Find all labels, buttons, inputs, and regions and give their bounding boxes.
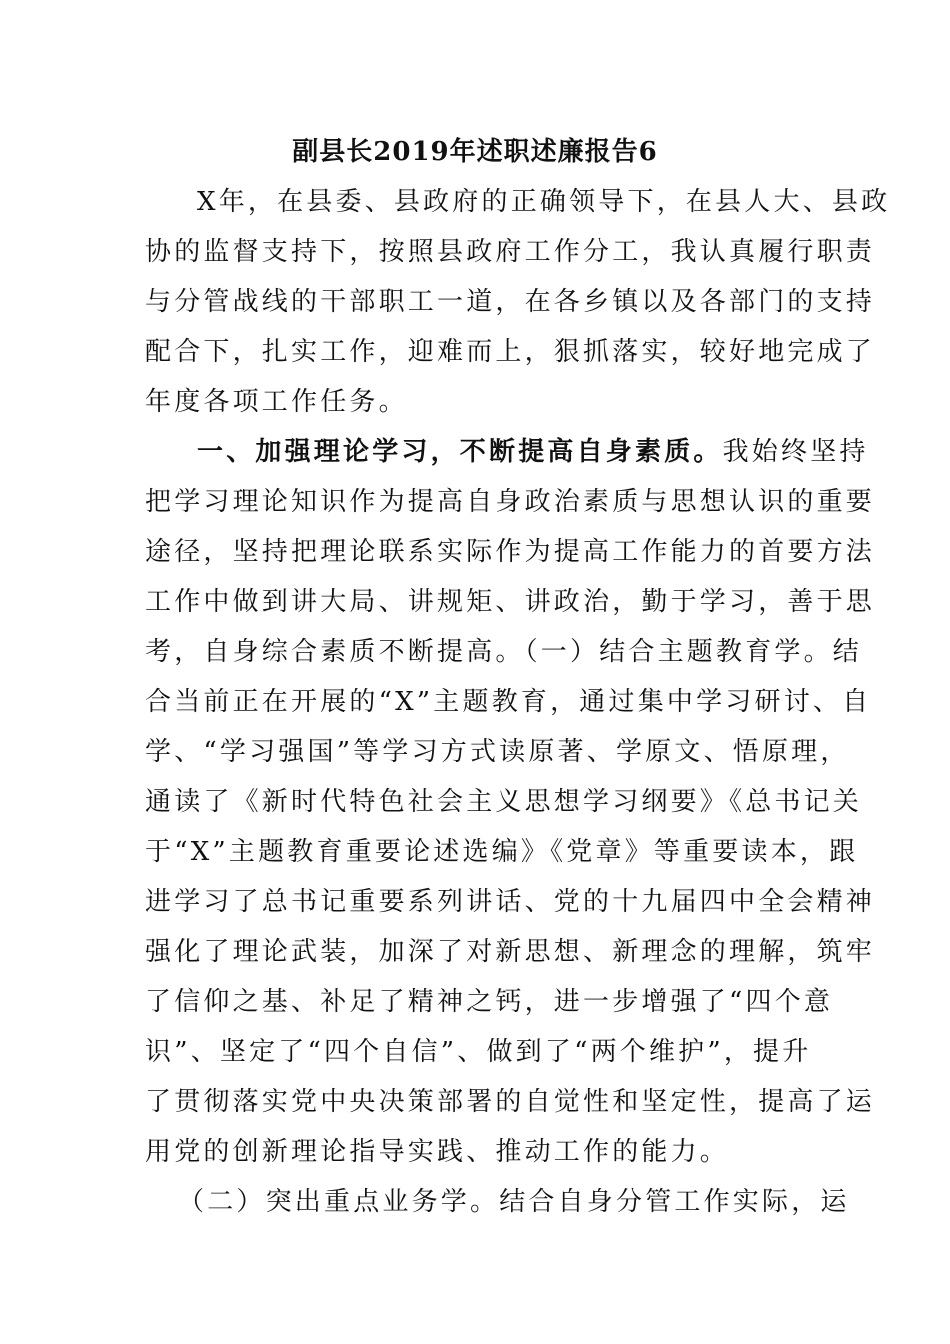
paragraph-line: 识”、坚定了“四个自信”、做到了“两个维护”，提升 [145,1037,812,1067]
section-heading: 一、加强理论学习，不断提高自身素质。 [197,437,723,467]
paragraph-line: 进学习了总书记重要系列讲话、党的十九届四中全会精神 [145,887,876,917]
section-heading-line [197,434,869,470]
paragraph-line: （二）突出重点业务学。结合自身分管工作实际，运 [178,1187,850,1217]
paragraph-line: 考，自身综合素质不断提高。（一）结合主题教育学。结 [145,637,863,667]
paragraph-line: 协的监督支持下，按照县政府工作分工，我认真履行职责 [145,237,876,267]
paragraph-line: 与分管战线的干部职工一道，在各乡镇以及各部门的支持 [145,287,876,317]
paragraph-line: 了信仰之基、补足了精神之钙，进一步增强了“四个意 [145,987,834,1017]
paragraph-line: 工作中做到讲大局、讲规矩、讲政治，勤于学习，善于思 [145,587,876,617]
paragraph-line: 把学习理论知识作为提高自身政治素质与思想认识的重要 [145,487,876,517]
paragraph-line: X年，在县委、县政府的正确领导下，在县人大、县政 [197,187,891,217]
paragraph-line: 强化了理论武装，加深了对新思想、新理念的理解，筑牢 [145,937,876,967]
section-heading-rest: 我始终坚持 [722,437,869,467]
paragraph-line: 通读了《新时代特色社会主义思想学习纲要》《总书记关 [145,787,863,817]
paragraph-line: 了贯彻落实党中央决策部署的自觉性和坚定性，提高了运 [145,1087,876,1117]
paragraph-line: 途径，坚持把理论联系实际作为提高工作能力的首要方法 [145,537,876,567]
paragraph-line: 学、“学习强国”等学习方式读原著、学原文、悟原理， [145,737,850,767]
paragraph-line: 合当前正在开展的“X”主题教育，通过集中学习研讨、自 [145,687,872,717]
paragraph-line: 配合下，扎实工作，迎难而上，狠抓落实，较好地完成了 [145,337,876,367]
paragraph-line: 用党的创新理论指导实践、推动工作的能力。 [145,1137,730,1167]
paragraph-line: 年度各项工作任务。 [145,387,408,417]
paragraph-line: 于“X”主题教育重要论述选编》《党章》等重要读本，跟 [145,837,859,867]
document-title: 副县长2019年述职述廉报告6 [292,137,658,167]
